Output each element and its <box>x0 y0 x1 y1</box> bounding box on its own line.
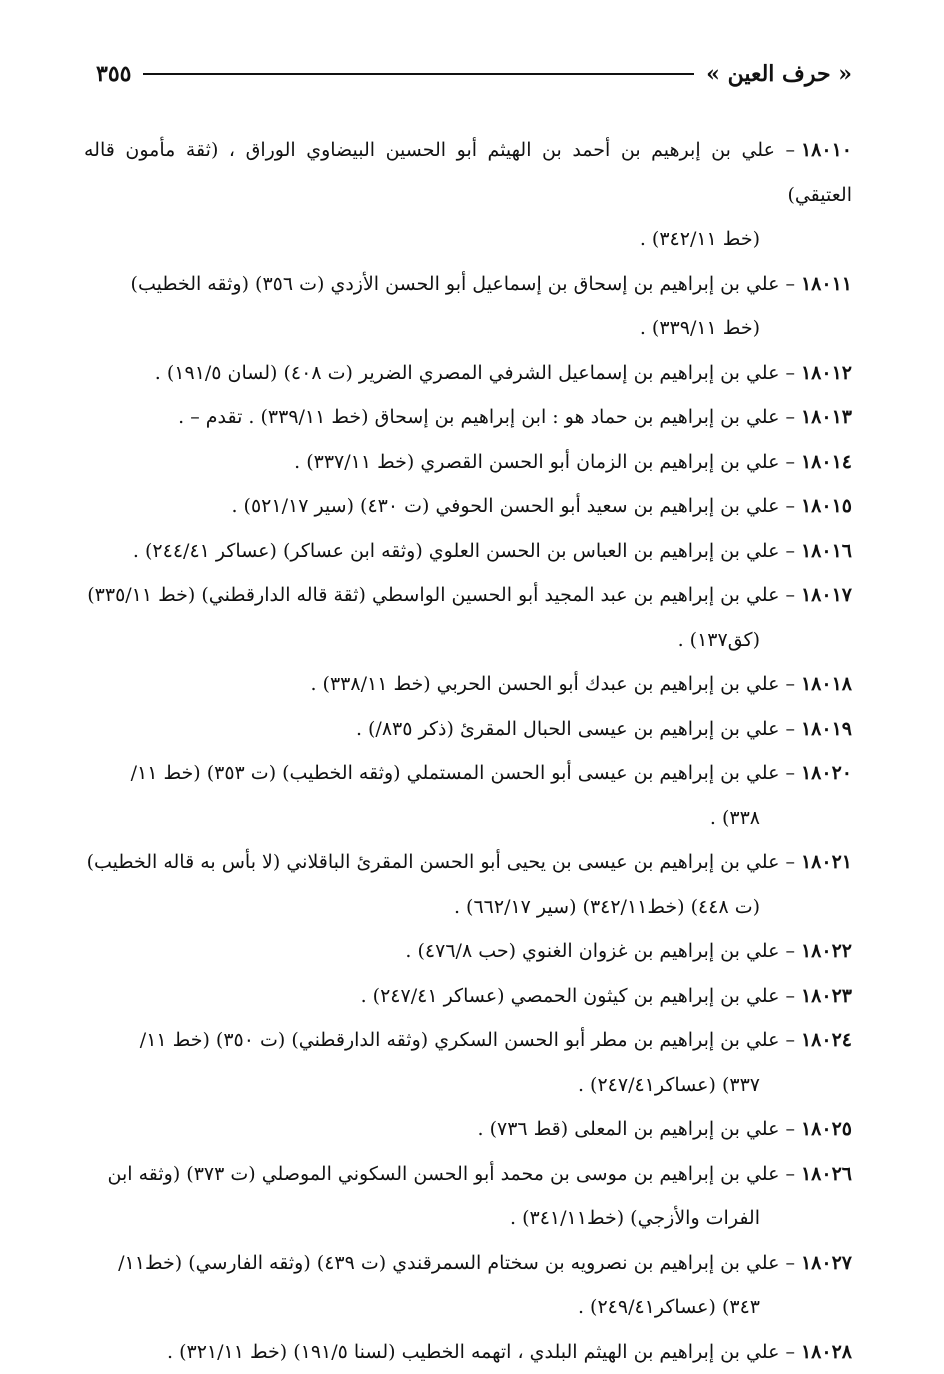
list-item <box>84 529 852 574</box>
list-item <box>84 262 852 351</box>
entry-number: ١٨٠١١ <box>795 273 852 295</box>
entry-text: – علي بن إبراهيم بن موسى بن محمد أبو الحسن السكوني الموصلي (ت ٣٧٣) (وثقه ابن <box>108 1163 795 1185</box>
entry-number: ١٨٠١٤ <box>795 451 852 473</box>
list-item <box>84 1018 852 1107</box>
entry-number: ١٨٠٢٥ <box>795 1118 852 1140</box>
list-item <box>84 484 852 529</box>
entry-text: – علي بن إبراهيم بن سعيد أبو الحسن الحوفي (ت ٤٣٠) (سير ٥٢١/١٧) . <box>231 495 795 517</box>
entry-text: – علي بن إبراهيم بن العباس بن الحسن العلوي (وثقه ابن عساكر) (عساكر ٢٤٤/٤١) . <box>133 540 795 562</box>
page-number: ٣٥٥ <box>96 61 143 87</box>
list-item <box>84 1107 852 1152</box>
entry-number: ١٨٠٢٨ <box>795 1341 852 1363</box>
entry-number: ١٨٠١٩ <box>795 718 852 740</box>
entry-text: – علي بن إبراهيم بن كيثون الحمصي (عساكر ٢٤٧/٤١) . <box>361 985 795 1007</box>
entry-text: – علي بن إبراهيم بن عيسى الحبال المقرئ (ذكر ٨٣٥/) . <box>356 718 795 740</box>
list-item <box>84 128 852 262</box>
list-item <box>84 751 852 840</box>
list-item <box>84 707 852 752</box>
entry-continuation: (خط ٣٣٩/١١) . <box>84 306 852 351</box>
entry-text: – علي بن إبراهيم بن عبدك أبو الحسن الحربي (خط ٣٣٨/١١) . <box>310 673 795 695</box>
entry-continuation: (كق١٣٧) . <box>84 618 852 663</box>
entry-number: ١٨٠٢١ <box>795 851 852 873</box>
header-rule <box>143 73 694 75</box>
entry-number: ١٨٠٢٣ <box>795 985 852 1007</box>
list-item <box>84 351 852 396</box>
entry-text: – علي بن إبرهيم بن أحمد بن الهيثم أبو الحسين البيضاوي الوراق ، (ثقة مأمون قاله العتيقي) <box>84 139 852 206</box>
entry-text: – علي بن إبراهيم بن حماد هو : ابن إبراهيم بن إسحاق (خط ٣٣٩/١١) . تقدم – . <box>178 406 795 428</box>
entry-text: – علي بن إبراهيم بن المعلى (قط ٧٣٦) . <box>477 1118 794 1140</box>
list-item <box>84 1241 852 1330</box>
entry-number: ١٨٠١٢ <box>795 362 852 384</box>
entry-text: – علي بن إبراهيم بن غزوان الغنوي (حب ٤٧٦/٨) . <box>405 940 795 962</box>
entry-text: – علي بن إبراهيم بن الزمان أبو الحسن القصري (خط ٣٣٧/١١) . <box>294 451 795 473</box>
entry-number: ١٨٠٢٤ <box>795 1029 852 1051</box>
list-item <box>84 395 852 440</box>
entry-continuation: ٣٤٣) (عساكر٢٤٩/٤١) . <box>84 1285 852 1330</box>
entry-number: ١٨٠٢٦ <box>795 1163 852 1185</box>
list-item <box>84 440 852 485</box>
entry-continuation: (خط ٣٤٢/١١) . <box>84 217 852 262</box>
entry-text: – علي بن إبراهيم بن إسماعيل الشرفي المصري الضرير (ت ٤٠٨) (لسان ١٩١/٥) . <box>155 362 795 384</box>
list-item <box>84 662 852 707</box>
entry-continuation: ٣٣٧) (عساكر٢٤٧/٤١) . <box>84 1063 852 1108</box>
list-item <box>84 974 852 1019</box>
entry-continuation: ٣٣٨) . <box>84 796 852 841</box>
entry-number: ١٨٠٢٧ <box>795 1252 852 1274</box>
entry-text: – علي بن إبراهيم بن عيسى أبو الحسن المستملي (وثقه الخطيب) (ت ٣٥٣) (خط ١١/ <box>131 762 795 784</box>
entry-number: ١٨٠١٥ <box>795 495 852 517</box>
entry-text: – علي بن إبراهيم بن مطر أبو الحسن السكري (وثقه الدارقطني) (ت ٣٥٠) (خط ١١/ <box>140 1029 795 1051</box>
list-item <box>84 840 852 929</box>
entry-number: ١٨٠١٨ <box>795 673 852 695</box>
entry-number: ١٨٠١٣ <box>795 406 852 428</box>
entry-text: – علي بن إبراهيم بن الهيثم البلدي ، اتهمه الخطيب (لسنا ١٩١/٥) (خط ٣٢١/١١) . <box>167 1341 795 1363</box>
chapter-title: « حرف العين » <box>694 61 852 87</box>
entry-continuation: الفرات والأزجي) (خط٣٤١/١١) . <box>84 1196 852 1241</box>
entry-number: ١٨٠٢٢ <box>795 940 852 962</box>
list-item <box>84 929 852 974</box>
entry-number: ١٨٠٢٠ <box>795 762 852 784</box>
list-item <box>84 1152 852 1241</box>
entry-number: ١٨٠١٧ <box>795 584 852 606</box>
entry-continuation: (ت ٤٤٨) (خط٣٤٢/١١) (سير ٦٦٢/١٧) . <box>84 885 852 930</box>
list-item <box>84 1330 852 1374</box>
entry-number: ١٨٠١٠ <box>795 139 852 161</box>
entry-number: ١٨٠١٦ <box>795 540 852 562</box>
entry-text: – علي بن إبراهيم بن نصرويه بن سختام السمرقندي (ت ٤٣٩) (وثقه الفارسي) (خط١١/ <box>118 1252 795 1274</box>
list-item <box>84 573 852 662</box>
running-header <box>96 58 852 90</box>
entry-list <box>84 128 852 1374</box>
entry-text: – علي بن إبراهيم بن عبد المجيد أبو الحسين الواسطي (ثقة قاله الدارقطني) (خط ٣٣٥/١١) <box>87 584 795 606</box>
entry-text: – علي بن إبراهيم بن إسحاق بن إسماعيل أبو الحسن الأزدي (ت ٣٥٦) (وثقه الخطيب) <box>131 273 795 295</box>
entry-text: – علي بن إبراهيم بن عيسى بن يحيى أبو الحسن المقرئ الباقلاني (لا بأس به قاله الخطيب) <box>87 851 795 873</box>
